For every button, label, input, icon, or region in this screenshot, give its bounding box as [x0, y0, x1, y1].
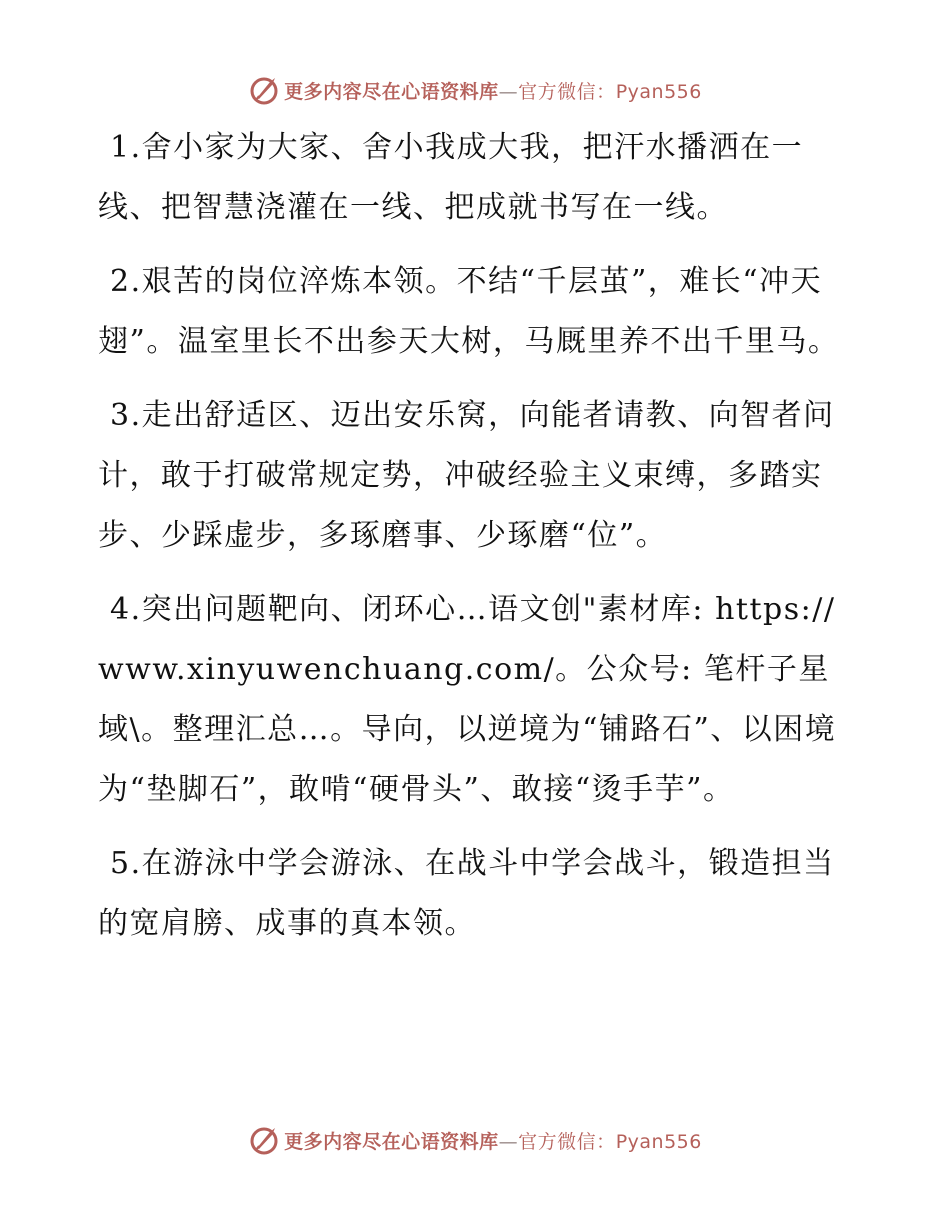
paragraph-3 [98, 386, 858, 566]
paragraph-1 [98, 118, 858, 238]
paragraph-number: 5. [110, 846, 142, 881]
banner-main-text: 更多内容尽在心语资料库 [284, 1130, 499, 1153]
banner-text [284, 1127, 702, 1154]
paragraph-number: 3. [110, 398, 142, 433]
paragraph-text: 在游泳中学会游泳、在战斗中学会战斗，锻造担当的宽肩膀、成事的真本领。 [98, 846, 835, 941]
banner-separator: — [498, 80, 519, 103]
paragraph-text: 突出问题靶向、闭环心…语文创"素材库: https://www.xinyuwenchuang.com/。公众号: 笔杆子星域\。整理汇总…。导向，以逆境为“铺路石”、以困境为“垫脚石”，敢啃“硬骨头”、敢接“烫手芋”。 [98, 592, 837, 807]
banner-wechat-label: 官方微信： [518, 1130, 616, 1153]
paragraph-number: 1. [110, 130, 142, 165]
paragraph-2 [98, 252, 858, 372]
banner-main-text: 更多内容尽在心语资料库 [284, 80, 499, 103]
banner-wechat-id: Pyan556 [615, 80, 702, 103]
paragraph-4 [98, 580, 858, 820]
paragraph-text: 走出舒适区、迈出安乐窝，向能者请教、向智者问计，敢于打破常规定势，冲破经验主义束缚，多踏实步、少踩虚步，多琢磨事、少琢磨“位”。 [98, 398, 835, 553]
paragraph-number: 2. [110, 264, 142, 299]
paragraph-number: 4. [110, 592, 142, 627]
banner-wechat-label: 官方微信： [518, 80, 616, 103]
banner-separator: — [498, 1130, 519, 1153]
paragraph-text: 艰苦的岗位淬炼本领。不结“千层茧”，难长“冲天翅”。温室里长不出参天大树，马厩里养不出千里马。 [98, 264, 840, 359]
quill-pen-logo-icon [248, 74, 280, 106]
banner-wechat-id: Pyan556 [615, 1130, 702, 1153]
quill-pen-logo-icon [248, 1124, 280, 1156]
paragraph-5 [98, 834, 858, 954]
paragraph-text: 舍小家为大家、舍小我成大我，把汗水播洒在一线、把智慧浇灌在一线、把成就书写在一线。 [98, 130, 804, 225]
banner-text [284, 77, 702, 104]
header-banner [0, 70, 950, 110]
footer-banner [0, 1120, 950, 1160]
document-body [98, 118, 858, 968]
